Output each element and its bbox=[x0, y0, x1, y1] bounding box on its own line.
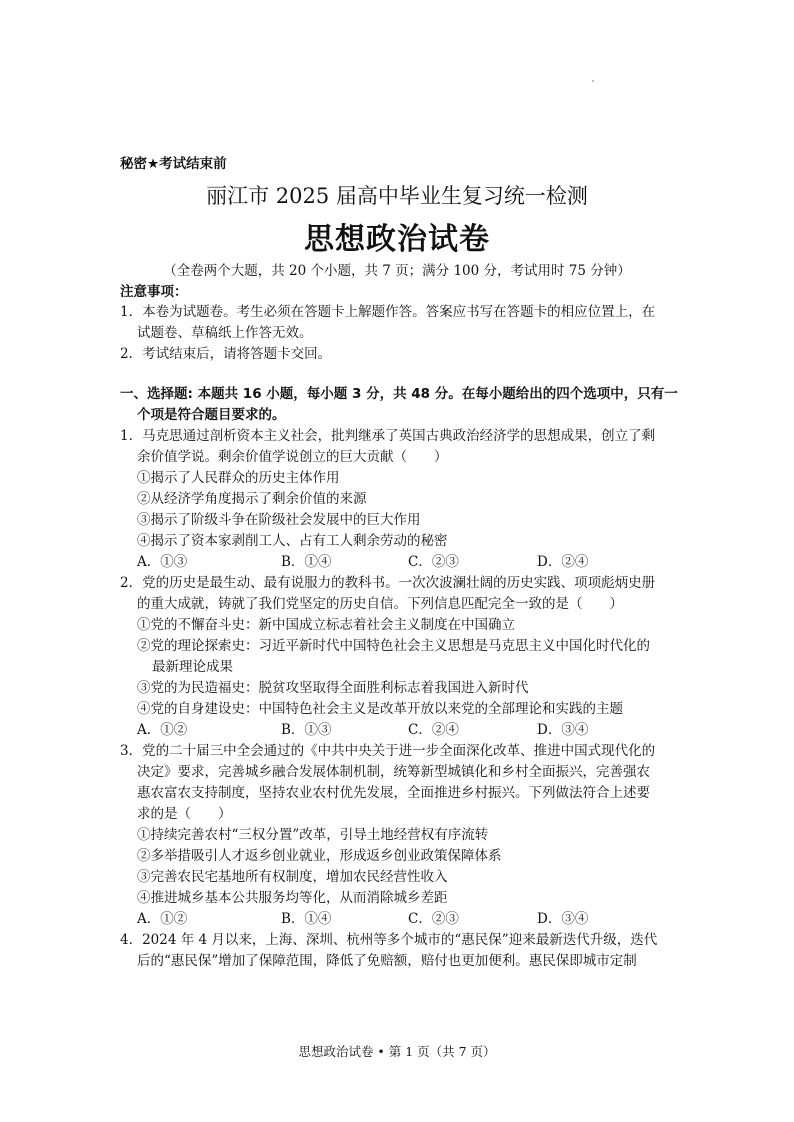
q3-stem: 3．党的二十届三中全会通过的《中共中央关于进一步全面深化改革、推进中国式现代化的 bbox=[120, 743, 656, 759]
q3-stem-cont-3: 求的是（ ） bbox=[137, 806, 232, 822]
q4-stem-cont: 后的“惠民保”增加了保障范围，降低了免赔额，赔付也更加便利。惠民保即城市定制 bbox=[137, 953, 637, 969]
q2-statement-1: ①党的不懈奋斗史：新中国成立标志着社会主义制度在中国确立 bbox=[137, 617, 515, 633]
q4-stem: 4．2024 年 4 月以来，上海、深圳、杭州等多个城市的“惠民保”迎来最新迭代升级，迭代 bbox=[120, 932, 658, 948]
q2-statement-2: ②党的理论探索史：习近平新时代中国特色社会主义思想是马克思主义中国化时代化的 bbox=[137, 638, 650, 654]
confidential-label: 秘密★考试结束前 bbox=[120, 156, 227, 172]
q3-option-d: D．③④ bbox=[537, 911, 589, 927]
q1-option-c: C．②③ bbox=[408, 554, 459, 570]
scan-speck bbox=[592, 80, 594, 82]
q2-statement-4: ④党的自身建设史：中国特色社会主义是改革开放以来党的全部理论和实践的主题 bbox=[137, 701, 623, 717]
q2-stem: 2．党的历史是最生动、最有说服力的教科书。一次次波澜壮阔的历史实践、项项彪炳史册 bbox=[120, 575, 656, 591]
q3-option-b: B．①④ bbox=[281, 911, 332, 927]
q1-statement-4: ④揭示了资本家剥削工人、占有工人剩余劳动的秘密 bbox=[137, 533, 448, 549]
q3-statement-4: ④推进城乡基本公共服务均等化，从而消除城乡差距 bbox=[137, 890, 448, 906]
q3-stem-cont-1: 决定》要求，完善城乡融合发展体制机制，统筹新型城镇化和乡村全面振兴，完善强农 bbox=[137, 764, 650, 780]
exam-title: 丽江市 2025 届高中毕业生复习统一检测 bbox=[206, 184, 588, 208]
q3-statement-3: ③完善农民宅基地所有权制度，增加农民经营性收入 bbox=[137, 869, 448, 885]
exam-info: （全卷两个大题，共 20 个小题，共 7 页；满分 100 分，考试用时 75 分钟） bbox=[163, 263, 631, 279]
q3-stem-cont-2: 惠农富农支持制度，坚持农业农村优先发展，全面推进乡村振兴。下列做法符合上述要 bbox=[137, 785, 650, 801]
q1-statement-1: ①揭示了人民群众的历史主体作用 bbox=[137, 470, 340, 486]
notice-heading: 注意事项： bbox=[120, 284, 188, 300]
notice-item-1: 1．本卷为试题卷。考生必须在答题卡上解题作答。答案应书写在答题卡的相应位置上，在 bbox=[120, 304, 656, 320]
q1-stem-cont: 余价值学说。剩余价值学说创立的巨大贡献（ ） bbox=[137, 449, 448, 465]
q2-statement-2-cont: 最新理论成果 bbox=[152, 659, 233, 675]
notice-item-2: 2．考试结束后，请将答题卡交回。 bbox=[120, 346, 332, 362]
q2-option-c: C．②④ bbox=[408, 722, 459, 738]
q3-statement-1: ①持续完善农村“三权分置”改革，引导土地经营权有序流转 bbox=[137, 827, 489, 843]
q1-option-d: D．②④ bbox=[537, 554, 589, 570]
q3-option-a: A．①② bbox=[137, 911, 188, 927]
page-footer: 思想政治试卷 • 第 1 页（共 7 页） bbox=[298, 1044, 496, 1059]
q1-statement-2: ②从经济学角度揭示了剩余价值的来源 bbox=[137, 491, 367, 507]
q2-option-b: B．①③ bbox=[281, 722, 332, 738]
q2-statement-3: ③党的为民造福史：脱贫攻坚取得全面胜利标志着我国进入新时代 bbox=[137, 680, 529, 696]
q1-statement-3: ③揭示了阶级斗争在阶级社会发展中的巨大作用 bbox=[137, 512, 421, 528]
q3-option-c: C．②③ bbox=[408, 911, 459, 927]
q3-statement-2: ②多举措吸引人才返乡创业就业，形成返乡创业政策保障体系 bbox=[137, 848, 502, 864]
q2-stem-cont: 的重大成就，铸就了我们党坚定的历史自信。下列信息匹配完全一致的是（ ） bbox=[137, 596, 623, 612]
section-heading-cont: 个项是符合题目要求的。 bbox=[137, 407, 286, 423]
q1-option-a: A．①③ bbox=[137, 554, 188, 570]
q1-option-b: B．①④ bbox=[281, 554, 332, 570]
q2-option-a: A．①② bbox=[137, 722, 188, 738]
subject-title: 思想政治试卷 bbox=[304, 222, 490, 257]
section-heading: 一、选择题: 本题共 16 小题，每小题 3 分，共 48 分。在每小题给出的四个选项中，只有一 bbox=[120, 386, 678, 402]
notice-item-1-cont: 试题卷、草稿纸上作答无效。 bbox=[137, 325, 313, 341]
q1-stem: 1．马克思通过剖析资本主义社会，批判继承了英国古典政治经济学的思想成果，创立了剩 bbox=[120, 428, 656, 444]
q2-option-d: D．③④ bbox=[537, 722, 589, 738]
